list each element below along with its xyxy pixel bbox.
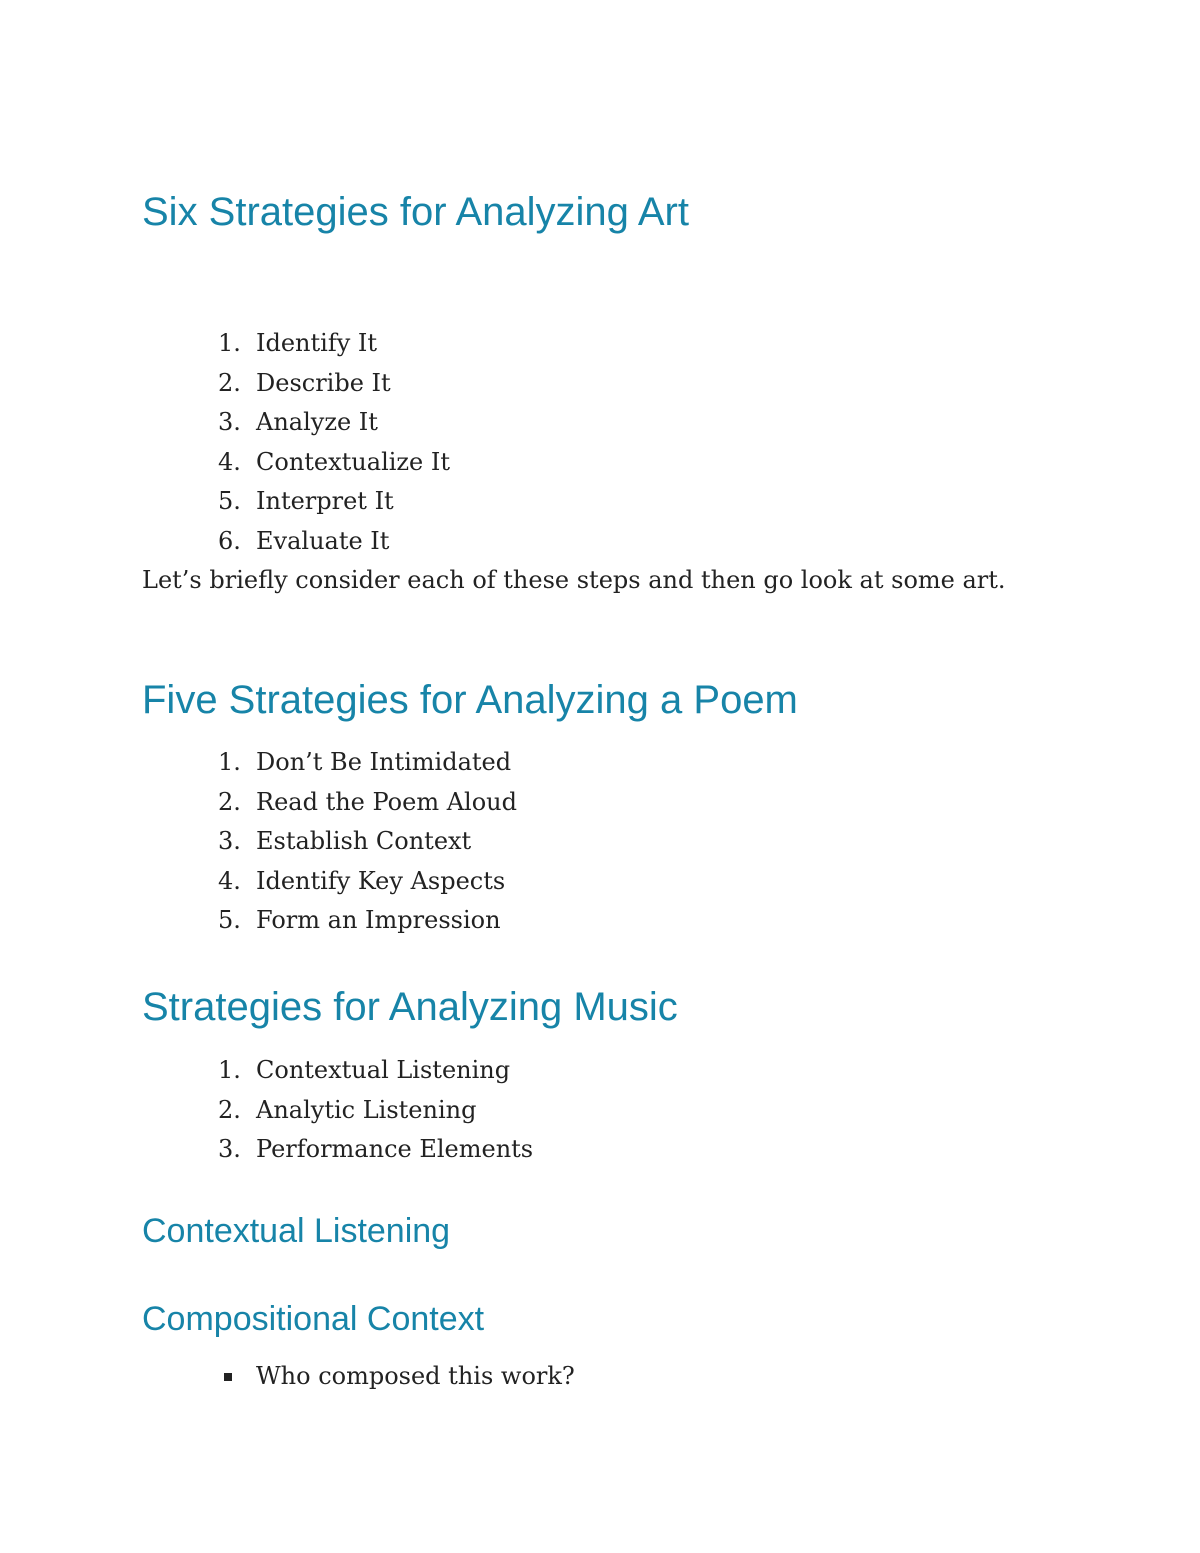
list-item-number: 3. [218, 827, 241, 855]
list-item-text: Contextualize It [256, 447, 451, 476]
heading-contextual-listening: Contextual Listening [142, 1212, 451, 1250]
list-item-text: Don’t Be Intimidated [256, 748, 512, 776]
heading-art: Six Strategies for Analyzing Art [142, 190, 689, 234]
list-item-text: Analytic Listening [256, 1095, 477, 1124]
list-item-number: 2. [218, 368, 241, 397]
list-item-text: Who composed this work? [256, 1362, 575, 1390]
list-item-number: 4. [218, 866, 241, 895]
list-item-text: Analyze It [256, 408, 378, 436]
list-item-text: Form an Impression [256, 906, 501, 934]
list-item-text: Describe It [256, 368, 391, 397]
heading-poem: Five Strategies for Analyzing a Poem [142, 678, 798, 722]
list-item-text: Performance Elements [256, 1135, 534, 1163]
list-item-number: 3. [218, 1135, 241, 1163]
list-item-text: Identify Key Aspects [256, 866, 506, 895]
heading-music: Strategies for Analyzing Music [142, 985, 678, 1029]
list-item-text: Identify It [256, 329, 378, 357]
list-item-number: 5. [218, 487, 241, 515]
list-item-number: 1. [218, 329, 241, 357]
square-bullet-icon [224, 1373, 232, 1381]
list-item-number: 1. [218, 1056, 241, 1084]
list-item-text: Contextual Listening [256, 1056, 511, 1084]
list-item-number: 5. [218, 906, 241, 934]
list-item-text: Interpret It [256, 487, 394, 515]
heading-compositional-context: Compositional Context [142, 1300, 485, 1338]
list-item-number: 1. [218, 748, 241, 776]
paragraph-art: Let’s briefly consider each of these steps and then go look at some art. [142, 566, 1006, 594]
list-item-text: Establish Context [256, 827, 472, 855]
list-item-number: 3. [218, 408, 241, 436]
list-item-text: Evaluate It [256, 526, 390, 555]
list-item-number: 6. [218, 526, 241, 555]
list-item-number: 2. [218, 1095, 241, 1124]
list-item-number: 4. [218, 447, 241, 476]
list-item-text: Read the Poem Aloud [256, 787, 517, 816]
list-item-number: 2. [218, 787, 241, 816]
